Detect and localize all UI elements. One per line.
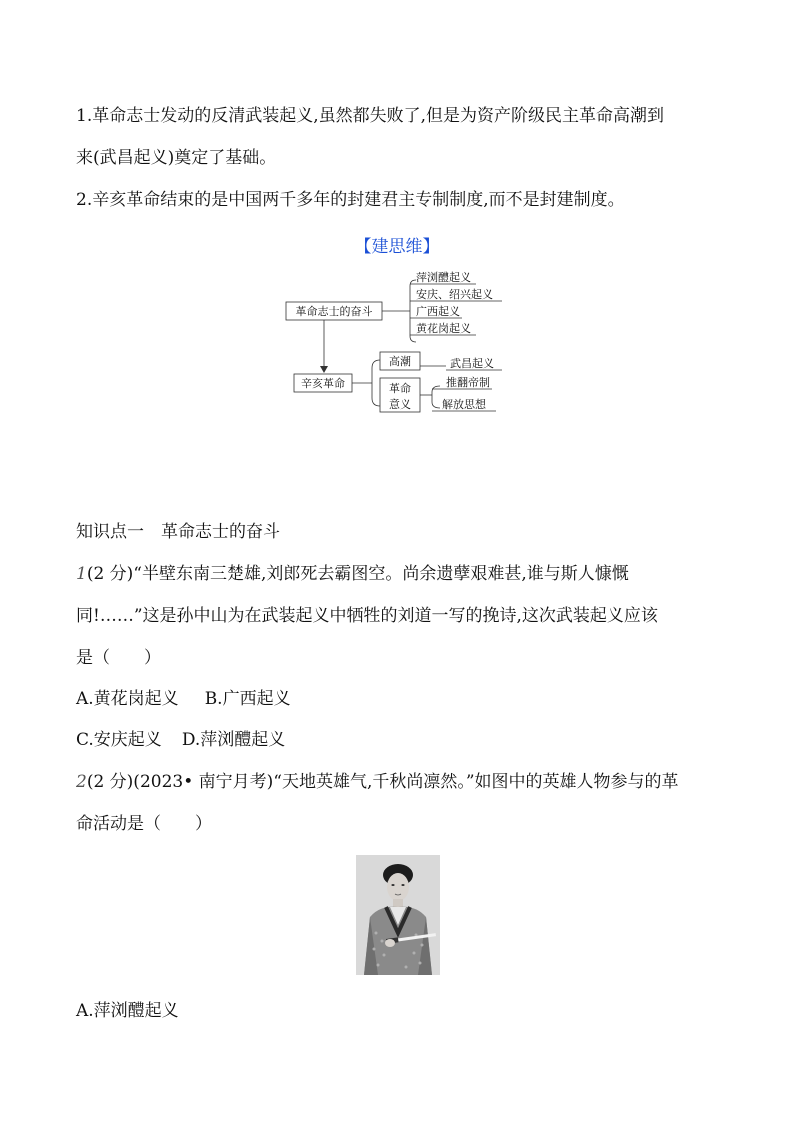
mindmap-item-3: 广西起义: [416, 305, 460, 318]
mindmap-item-2: 安庆、绍兴起义: [416, 288, 493, 301]
note-1-line-2: 来(武昌起义)奠定了基础。: [76, 148, 277, 168]
note-2: 2.辛亥革命结束的是中国两千多年的封建君主专制制度,而不是封建制度。: [76, 190, 625, 210]
question-2-line-2: 命活动是（ ）: [76, 814, 212, 834]
question-2-text-1: (2 分)(2023• 南宁月考)“天地英雄气,千秋尚凛然。”如图中的英雄人物参与的革: [86, 772, 679, 792]
portrait-photo: [356, 855, 440, 975]
question-1-text-1: (2 分)“半壁东南三楚雄,刘郎死去霸图空。尚余遗孽艰难甚,谁与斯人慷慨: [86, 564, 629, 584]
question-1-option-b: B.广西起义: [204, 689, 291, 709]
question-1-option-a: A.黄花岗起义: [76, 689, 179, 709]
section-title: 【建思维】: [354, 237, 440, 257]
mindmap-label-root2: 辛亥革命: [301, 377, 345, 390]
knowledge-point-heading: 知识点一 革命志士的奋斗: [76, 522, 280, 542]
mindmap-climax-item: 武昌起义: [450, 357, 494, 370]
question-1-number: 1: [76, 564, 87, 584]
mindmap-label-meaning-1: 革命: [389, 382, 411, 395]
mind-map-diagram: [270, 262, 530, 422]
question-2-option-a: A.萍浏醴起义: [76, 1001, 179, 1021]
mindmap-item-4: 黄花岗起义: [416, 322, 471, 335]
question-1-option-d: D.萍浏醴起义: [181, 730, 286, 750]
mindmap-label-meaning-2: 意义: [389, 398, 411, 411]
question-1-line-3: 是（ ）: [76, 648, 161, 668]
mindmap-label-climax: 高潮: [389, 355, 411, 368]
question-1-line-1: [76, 566, 629, 583]
question-1-options-cd: [76, 732, 285, 749]
portrait-illustration: [356, 855, 440, 975]
mindmap-item-1: 萍浏醴起义: [416, 271, 471, 284]
note-1-line-1: 1.革命志士发动的反清武装起义,虽然都失败了,但是为资产阶级民主革命高潮到: [76, 106, 665, 126]
question-1-line-2: 同!……”这是孙中山为在武装起义中牺牲的刘道一写的挽诗,这次武装起义应该: [76, 606, 658, 626]
question-1-options-ab: [76, 691, 291, 708]
mindmap-label-root1: 革命志士的奋斗: [295, 305, 373, 318]
mindmap-meaning-item-1: 推翻帝制: [446, 376, 490, 389]
mindmap-meaning-item-2: 解放思想: [442, 398, 486, 411]
question-2-number: 2: [76, 772, 87, 792]
question-1-option-c: C.安庆起义: [76, 730, 162, 750]
question-2-line-1: [76, 774, 679, 791]
